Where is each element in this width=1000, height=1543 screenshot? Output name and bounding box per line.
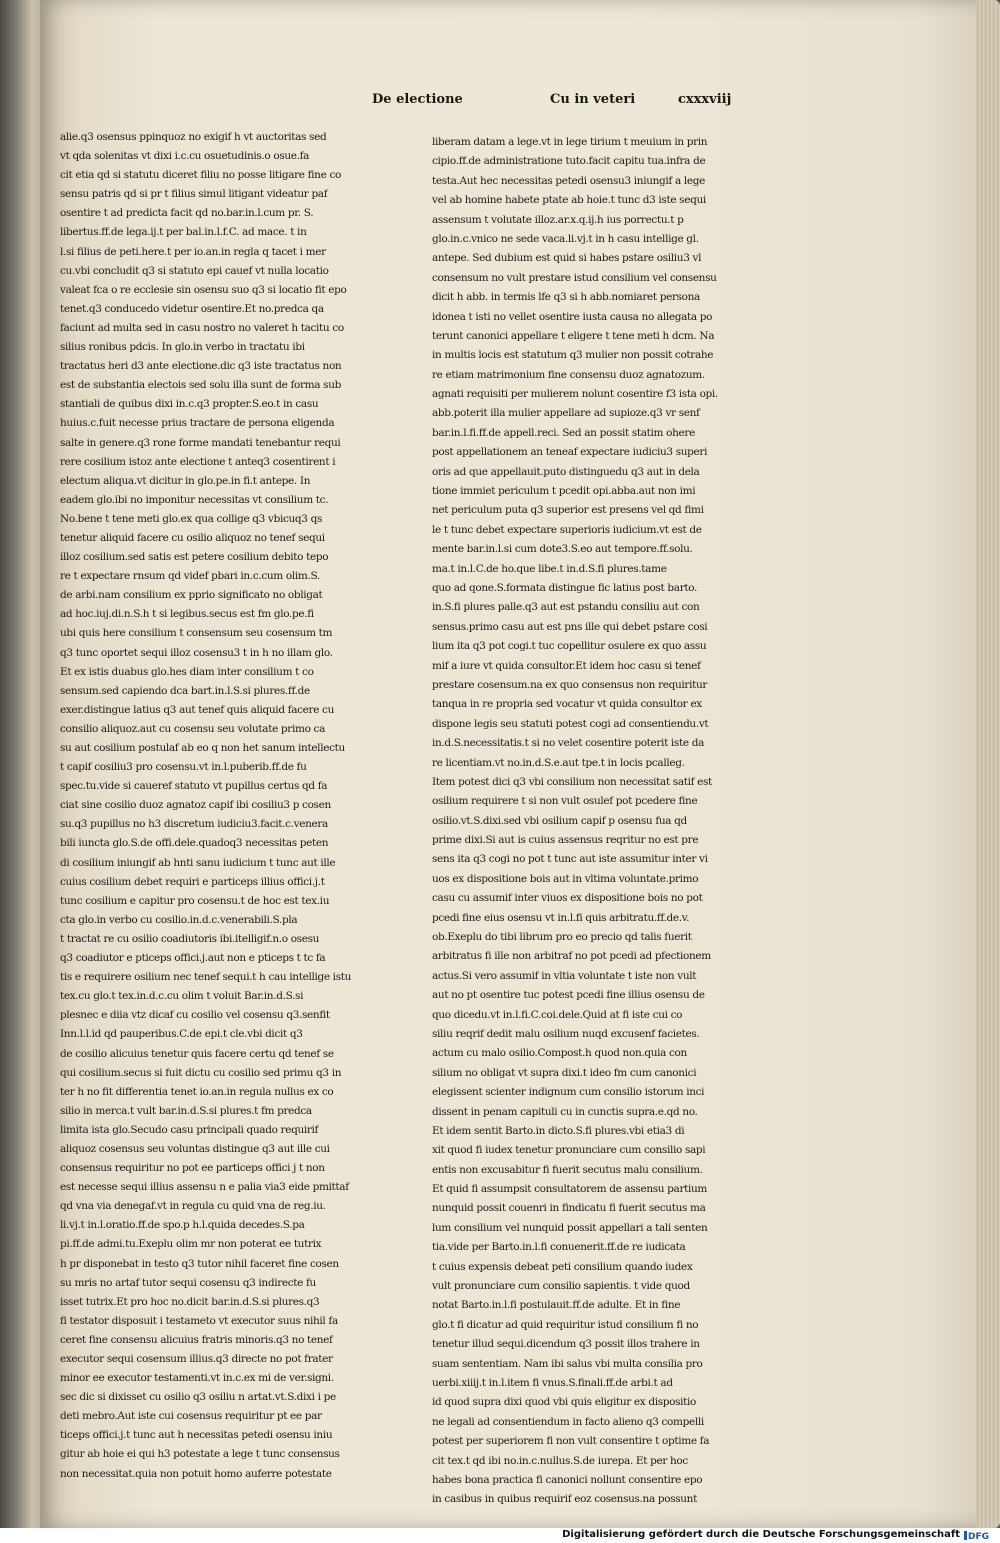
text-line: prime dixi.Si aut is cuius assensus reqritur no est pre — [432, 834, 699, 847]
text-line: Item potest dici q3 vbi consilium non necessitat satif est — [432, 775, 712, 788]
text-line: cu.vbi concludit q3 si statuto epi cauef vt nulla locatio — [60, 264, 329, 277]
text-line: ad hoc.iuj.di.n.S.h t si legibus.secus est fm glo.pe.fi — [60, 608, 314, 621]
text-line: exer.distingue latius q3 aut tenef quis aliquid facere cu — [60, 703, 334, 716]
text-line: q3 coadiutor e pticeps offici.j.aut non e pticeps t tc fa — [60, 952, 326, 965]
text-line: huius.c.fuit necesse prius tractare de persona eligenda — [60, 417, 335, 430]
text-line: casu cu assumif inter viuos ex dispositione bois no pot — [432, 892, 703, 905]
text-line: Et idem sentit Barto.in dicto.S.fi plures.vbi etia3 di — [432, 1124, 685, 1137]
text-line: potest per superiorem fi non vult consentire t optime fa — [432, 1435, 710, 1448]
text-line: dicit h abb. in termis lfe q3 si h abb.nomiaret persona — [432, 291, 700, 304]
text-line: tenet.q3 conducedo videtur osentire.Et no.predca qa — [60, 302, 324, 315]
text-line: l.si filius de peti.here.t per io.an.in regla q tacet i mer — [60, 245, 326, 258]
text-line: osentire t ad predicta facit qd no.bar.in.l.cum pr. S. — [60, 207, 314, 220]
text-line: stantiali de quibus dixi in.c.q3 propter.S.eo.t in casu — [60, 398, 319, 411]
text-line: silius ronibus pdcis. In glo.in verbo in tractatu ibi — [60, 341, 305, 354]
text-line: ma.t in.l.C.de ho.que libe.t in.d.S.fi plures.tame — [432, 562, 667, 575]
text-line: valeat fca o re ecclesie sin osensu suo q3 si locatio fit epo — [60, 283, 347, 296]
text-line: tenetur aliquid facere cu osilio aliquoz no tenef sequi — [60, 531, 325, 544]
text-line: oris ad que appellauit.puto distinguedu q3 aut in dela — [432, 465, 700, 478]
text-line: bar.in.l.fi.ff.de appell.reci. Sed an possit statim ohere — [432, 426, 695, 439]
text-line: t capif cosiliu3 pro cosensu.vt in.l.puberib.ff.de fu — [60, 761, 307, 774]
text-line: sec dic si dixisset cu osilio q3 osiliu n artat.vt.S.dixi i pe — [60, 1391, 336, 1404]
text-line: tex.cu glo.t tex.in.d.c.cu olim t voluit Bar.in.d.S.si — [60, 990, 304, 1003]
text-line: elegissent scienter indignum cum consilio istorum inci — [432, 1086, 705, 1099]
text-line: tenetur illud sequi.dicendum q3 possit illos trahere in — [432, 1338, 700, 1351]
text-line: in multis locis est statutum q3 mulier non possit cotrahe — [432, 349, 714, 362]
text-line: silio in merca.t vult bar.in.d.S.si plures.t fm predca — [60, 1104, 312, 1117]
text-line: testa.Aut hec necessitas petedi osensu3 iniungif a lege — [432, 174, 705, 187]
text-line: su aut cosilium postulaf ab eo q non het sanum intellectu — [60, 742, 345, 754]
text-line: nunquid possit couenri in findicatu fi fuerit secutus ma — [432, 1202, 706, 1215]
text-line: ceret fine consensu alicuius fratris minoris.q3 no tenef — [60, 1333, 333, 1346]
text-line: t tractat re cu osilio coadiutoris ibi.itelligif.n.o osesu — [60, 932, 320, 945]
text-line: de arbi.nam consilium ex pprio significato no obligat — [60, 589, 323, 602]
text-line: salte in genere.q3 rone forme mandati tenebantur requi — [60, 436, 341, 449]
funding-credit: Digitalisierung gefördert durch die Deutsche Forschungsgemeinschaft — [562, 1529, 960, 1540]
text-line: sensum.sed capiendo dca bart.in.l.S.si plures.ff.de — [60, 684, 310, 697]
text-line: abb.poterit illa mulier appellare ad supioze.q3 vr senf — [432, 407, 700, 420]
text-line: ticeps offici.j.t tunc aut h necessitas petedi osensu iniu — [60, 1429, 333, 1442]
text-line: ubi quis here consilium t consensum seu cosensum tm — [60, 627, 333, 640]
text-line: est de substantia electois sed solu illa sunt de forma sub — [60, 379, 342, 392]
text-line: cit tex.t qd ibi no.in.c.nullus.S.de iurepa. Et per hoc — [432, 1454, 688, 1467]
text-line: re etiam matrimonium fine consensu duoz agnatozum. — [432, 368, 705, 381]
dfg-logo-text: DFG — [968, 1532, 990, 1541]
text-line: prestare cosensum.na ex quo consensus non requiritur — [432, 678, 708, 691]
page-edge — [976, 0, 1000, 1528]
text-line: suam sententiam. Nam ibi salus vbi multa consilia pro — [432, 1357, 703, 1370]
text-line: illoz cosilium.sed satis est petere cosilium debito tepo — [60, 551, 329, 564]
text-line: vult pronunciare cum consilio sapientis. t vide quod — [432, 1280, 690, 1293]
text-line: est necesse sequi illius assensu n e palia via3 eide pmittaf — [60, 1181, 349, 1194]
text-line: consensus requiritur no pot ee particeps offici j t non — [60, 1162, 325, 1175]
digitization-footer — [0, 1528, 1000, 1543]
text-line: consilio aliquoz.aut cu cosensu seu volutate primo ca — [60, 722, 325, 735]
text-line: notat Barto.in.l.fi postulauit.ff.de adulte. Et in fine — [432, 1299, 681, 1312]
text-line: executor sequi cosensum illius.q3 directe no pot frater — [60, 1353, 333, 1365]
text-line: mente bar.in.l.si cum dote3.S.eo aut tempore.ff.solu. — [432, 543, 693, 556]
text-line: xit quod fi iudex tenetur pronunciare cum consilio sapi — [432, 1144, 706, 1157]
text-line: net periculum puta q3 superior est presens vel qd fimi — [432, 504, 704, 517]
text-line: dissent in penam capituli cu in cunctis supra.e.qd no. — [432, 1105, 698, 1118]
text-line: faciunt ad multa sed in casu nostro no valeret h tacitu co — [60, 321, 344, 334]
text-line: aliquoz cosensus seu voluntas distingue q3 aut ille cui — [60, 1142, 330, 1155]
text-line: sensus.primo casu aut est pns ille qui debet pstare cosi — [432, 620, 708, 633]
text-line: libertus.ff.de lega.ij.t per bal.in.l.f.C. ad mace. t in — [60, 226, 307, 239]
text-column-left — [60, 128, 406, 1484]
header-section-title: De electione — [372, 92, 463, 107]
text-line: quo dicedu.vt in.l.fi.C.coi.dele.Quid at fi iste cui co — [432, 1008, 683, 1021]
text-line: pi.ff.de admi.tu.Exeplu olim mr non poterat ee tutrix — [60, 1238, 322, 1251]
text-line: post appellationem an teneaf expectare iudiciu3 superi — [432, 446, 708, 459]
text-line: antepe. Sed dubium est quid si habes pstare osiliu3 vl — [432, 252, 702, 265]
text-line: cipio.ff.de administratione tuto.facit capitu tua.infra de — [432, 155, 706, 168]
text-line: t cuius expensis debeat peti consilium quando iudex — [432, 1260, 693, 1273]
text-line: consensum no vult prestare istud consilium vel consensu — [432, 271, 717, 284]
text-line: assensum t volutate illoz.ar.x.q.ij.h ius porrectu.t p — [432, 213, 684, 226]
text-line: pcedi fine eius osensu vt in.l.fi quis arbitratu.ff.de.v. — [432, 911, 690, 924]
text-line: qui cosilium.secus si fuit dictu cu cosilio sed primu q3 in — [60, 1066, 342, 1079]
text-line: h pr disponebat in testo q3 tutor nihil faceret fine cosen — [60, 1257, 339, 1270]
text-line: electum aliqua.vt dicitur in glo.pe.in fi.t antepe. In — [60, 474, 311, 487]
text-line: cuius cosilium debet requiri e particeps illius offici.j.t — [60, 875, 325, 888]
text-line: ciat sine cosilio duoz agnatoz capif ibi cosiliu3 p cosen — [60, 799, 331, 812]
text-line: in.S.fi plures palle.q3 aut est pstandu consiliu aut con — [432, 601, 700, 614]
text-line: entis non excusabitur fi fuerit secutus malu consilium. — [432, 1163, 703, 1176]
text-line: tunc cosilium e capitur pro cosensu.t de hoc est tex.iu — [60, 894, 330, 907]
text-line: qd vna via denegaf.vt in regula cu quid vna de reg.iu. — [60, 1200, 326, 1213]
text-line: actum cu malo osilio.Compost.h quod non.quia con — [432, 1047, 687, 1060]
text-line: aut no pt osentire tuc potest pcedi fine illius osensu de — [432, 989, 705, 1002]
text-line: limita ista glo.Secudo casu principali quado requirif — [60, 1123, 319, 1136]
text-line: re licentiam.vt no.in.d.S.e.aut tpe.t in locis pcalleg. — [432, 756, 685, 769]
text-line: liberam datam a lege.vt in lege tirium t meuium in prin — [432, 136, 708, 148]
text-line: sens ita q3 cogi no pot t tunc aut iste assumitur inter vi — [432, 853, 708, 866]
text-line: eadem glo.ibi no imponitur necessitas vt consilium tc. — [60, 493, 329, 506]
dfg-logo-icon — [964, 1530, 996, 1541]
text-line: tia.vide per Barto.in.l.fi conuenerit.ff.de re iudicata — [432, 1241, 686, 1254]
text-line: tractatus heri d3 ante electione.dic q3 iste tractatus non — [60, 360, 342, 373]
text-line: le t tunc debet expectare superioris iudicium.vt est de — [432, 523, 702, 536]
text-line: lium ita q3 pot cogi.t tuc copellitur osulere ex quo assu — [432, 640, 707, 653]
text-line: No.bene t tene meti glo.ex qua collige q3 vbicuq3 qs — [60, 512, 323, 525]
book-page — [40, 0, 1000, 1528]
text-line: terunt canonici appellare t eligere t tene meti h dcm. Na — [432, 329, 715, 342]
text-line: cit etia qd si statutu diceret filiu no posse litigare fine co — [60, 169, 341, 182]
text-line: su.q3 pupillus no h3 discretum iudiciu3.facit.c.venera — [60, 818, 328, 831]
text-line: arbitratus fi ille non arbitraf no pot pcedi ad pfectionem — [432, 950, 711, 963]
header-folio-number: cxxxviij — [678, 92, 732, 107]
text-line: quo ad qone.S.formata distingue fic latius post barto. — [432, 581, 698, 594]
text-line: uerbi.xiiij.t in.l.item fi vnus.S.finali.ff.de arbi.t ad — [432, 1377, 673, 1389]
text-line: su mris no artaf tutor sequi cosensu q3 indirecte fu — [60, 1276, 316, 1289]
text-line: spec.tu.vide si caueref statuto vt pupillus certus qd fa — [60, 780, 328, 793]
text-line: in.d.S.necessitatis.t si no velet cosentire poterit iste da — [432, 737, 704, 750]
text-line: ob.Exeplu do tibi librum pro eo precio qd talis fuerit — [432, 931, 692, 944]
text-line: tanqua in re propria sed vocatur vt quida consultor ex — [432, 698, 702, 711]
text-line: Inn.l.l.id qd pauperibus.C.de epi.t cle.vbi dicit q3 — [60, 1028, 303, 1041]
text-line: rere cosilium istoz ante electione t anteq3 cosentirent i — [60, 455, 336, 468]
text-line: glo.t fi dicatur ad quid requiritur istud consilium fi no — [432, 1318, 699, 1331]
text-line: glo.in.c.vnico ne sede vaca.li.vj.t in h casu intellige gl. — [432, 232, 699, 245]
text-line: in casibus in quibus requirif eoz cosensus.na possunt — [432, 1493, 697, 1506]
text-line: tis e requirere osilium nec tenef sequi.t h cau intellige istu — [60, 971, 352, 984]
text-line: re t expectare rnsum qd videf pbari in.c.cum olim.S. — [60, 570, 320, 583]
text-line: actus.Si vero assumif in vltia voluntate t iste non vult — [432, 969, 697, 982]
text-column-right — [432, 133, 782, 1510]
running-header — [40, 92, 1000, 118]
text-line: vel ab homine habete ptate ab hoie.t tunc d3 iste sequi — [432, 194, 706, 207]
text-line: agnati requisiti per mulierem nolunt cosentire f3 ista opi. — [432, 388, 718, 401]
text-line: mif a iure vt quida consultor.Et idem hoc casu si tenef — [432, 659, 701, 672]
text-line: idonea t isti no vellet osentire iusta causa no allegata po — [432, 310, 713, 323]
text-line: tione immiet periculum t pcedit opi.abba.aut non imi — [432, 485, 696, 498]
text-line: siliu reqrif dedit malu osilium nuqd excusenf facietes. — [432, 1027, 700, 1040]
text-line: bili iuncta glo.S.de offi.dele.quadoq3 necessitas peten — [60, 837, 329, 850]
text-line: non necessitat.quia non potuit homo auferre potestate — [60, 1467, 332, 1480]
text-line: dispone legis seu statuti potest cogi ad consentiendu.vt — [432, 717, 709, 730]
text-line: de cosilio alicuius tenetur quis facere certu qd tenef se — [60, 1047, 334, 1060]
text-line: osilium requirere t si non vult osulef pot pcedere fine — [432, 795, 698, 808]
text-line: deti mebro.Aut iste cui cosensus requiritur pt ee par — [60, 1410, 322, 1423]
text-line: osilio.vt.S.dixi.sed vbi osilium capif p osensu fua qd — [432, 814, 687, 827]
text-line: plesnec e diia vtz dicaf cu cosilio vel cosensu q3.senfit — [60, 1009, 330, 1022]
text-line: q3 tunc oportet sequi illoz cosensu3 t in h no illam glo. — [60, 646, 333, 659]
text-line: fi testator disposuit i testameto vt executor suus nihil fa — [60, 1314, 338, 1327]
text-line: isset tutrix.Et pro hoc no.dicit bar.in.d.S.si plures.q3 — [60, 1295, 320, 1308]
text-line: silium no obligat vt supra dixi.t ideo fm cum canonici — [432, 1066, 697, 1079]
text-line: id quod supra dixi quod vbi quis eligitur ex dispositio — [432, 1396, 696, 1409]
text-line: Et ex istis duabus glo.hes diam inter consilium t co — [60, 665, 314, 678]
text-line: ter h no fit differentia tenet io.an.in regula nullus ex co — [60, 1085, 334, 1098]
text-line: sensu patris qd si pr t filius simul litigant videatur paf — [60, 188, 328, 201]
text-line: Et quid fi assumpsit consultatorem de assensu partium — [432, 1183, 708, 1196]
text-line: habes bona practica fi canonici nollunt consentire epo — [432, 1473, 703, 1486]
header-chapter-title: Cu in veteri — [550, 92, 636, 107]
text-line: di cosilium iniungif ab hnti sanu iudicium t tunc aut ille — [60, 856, 336, 869]
text-line: uos ex dispositione bois aut in vltima voluntate.primo — [432, 872, 699, 885]
text-line: li.vj.t in.l.oratio.ff.de spo.p h.l.quida decedes.S.pa — [60, 1219, 305, 1232]
text-line: minor ee executor testamenti.vt in.c.ex mi de ver.signi. — [60, 1372, 334, 1385]
text-line: cta glo.in verbo cu cosilio.in.d.c.venerabili.S.pla — [60, 913, 298, 926]
text-line: alie.q3 osensus ppinquoz no exigif h vt auctoritas sed — [60, 131, 327, 143]
text-line: ne legali ad consentiendum in facto alieno q3 compelli — [432, 1415, 704, 1428]
text-line: gitur ab hoie ei qui h3 potestate a lege t tunc consensus — [60, 1448, 340, 1461]
text-line: lum consilium vel nunquid possit appellari a tali senten — [432, 1221, 708, 1234]
text-line: vt qda solenitas vt dixi i.c.cu osuetudinis.o osue.fa — [60, 150, 310, 163]
